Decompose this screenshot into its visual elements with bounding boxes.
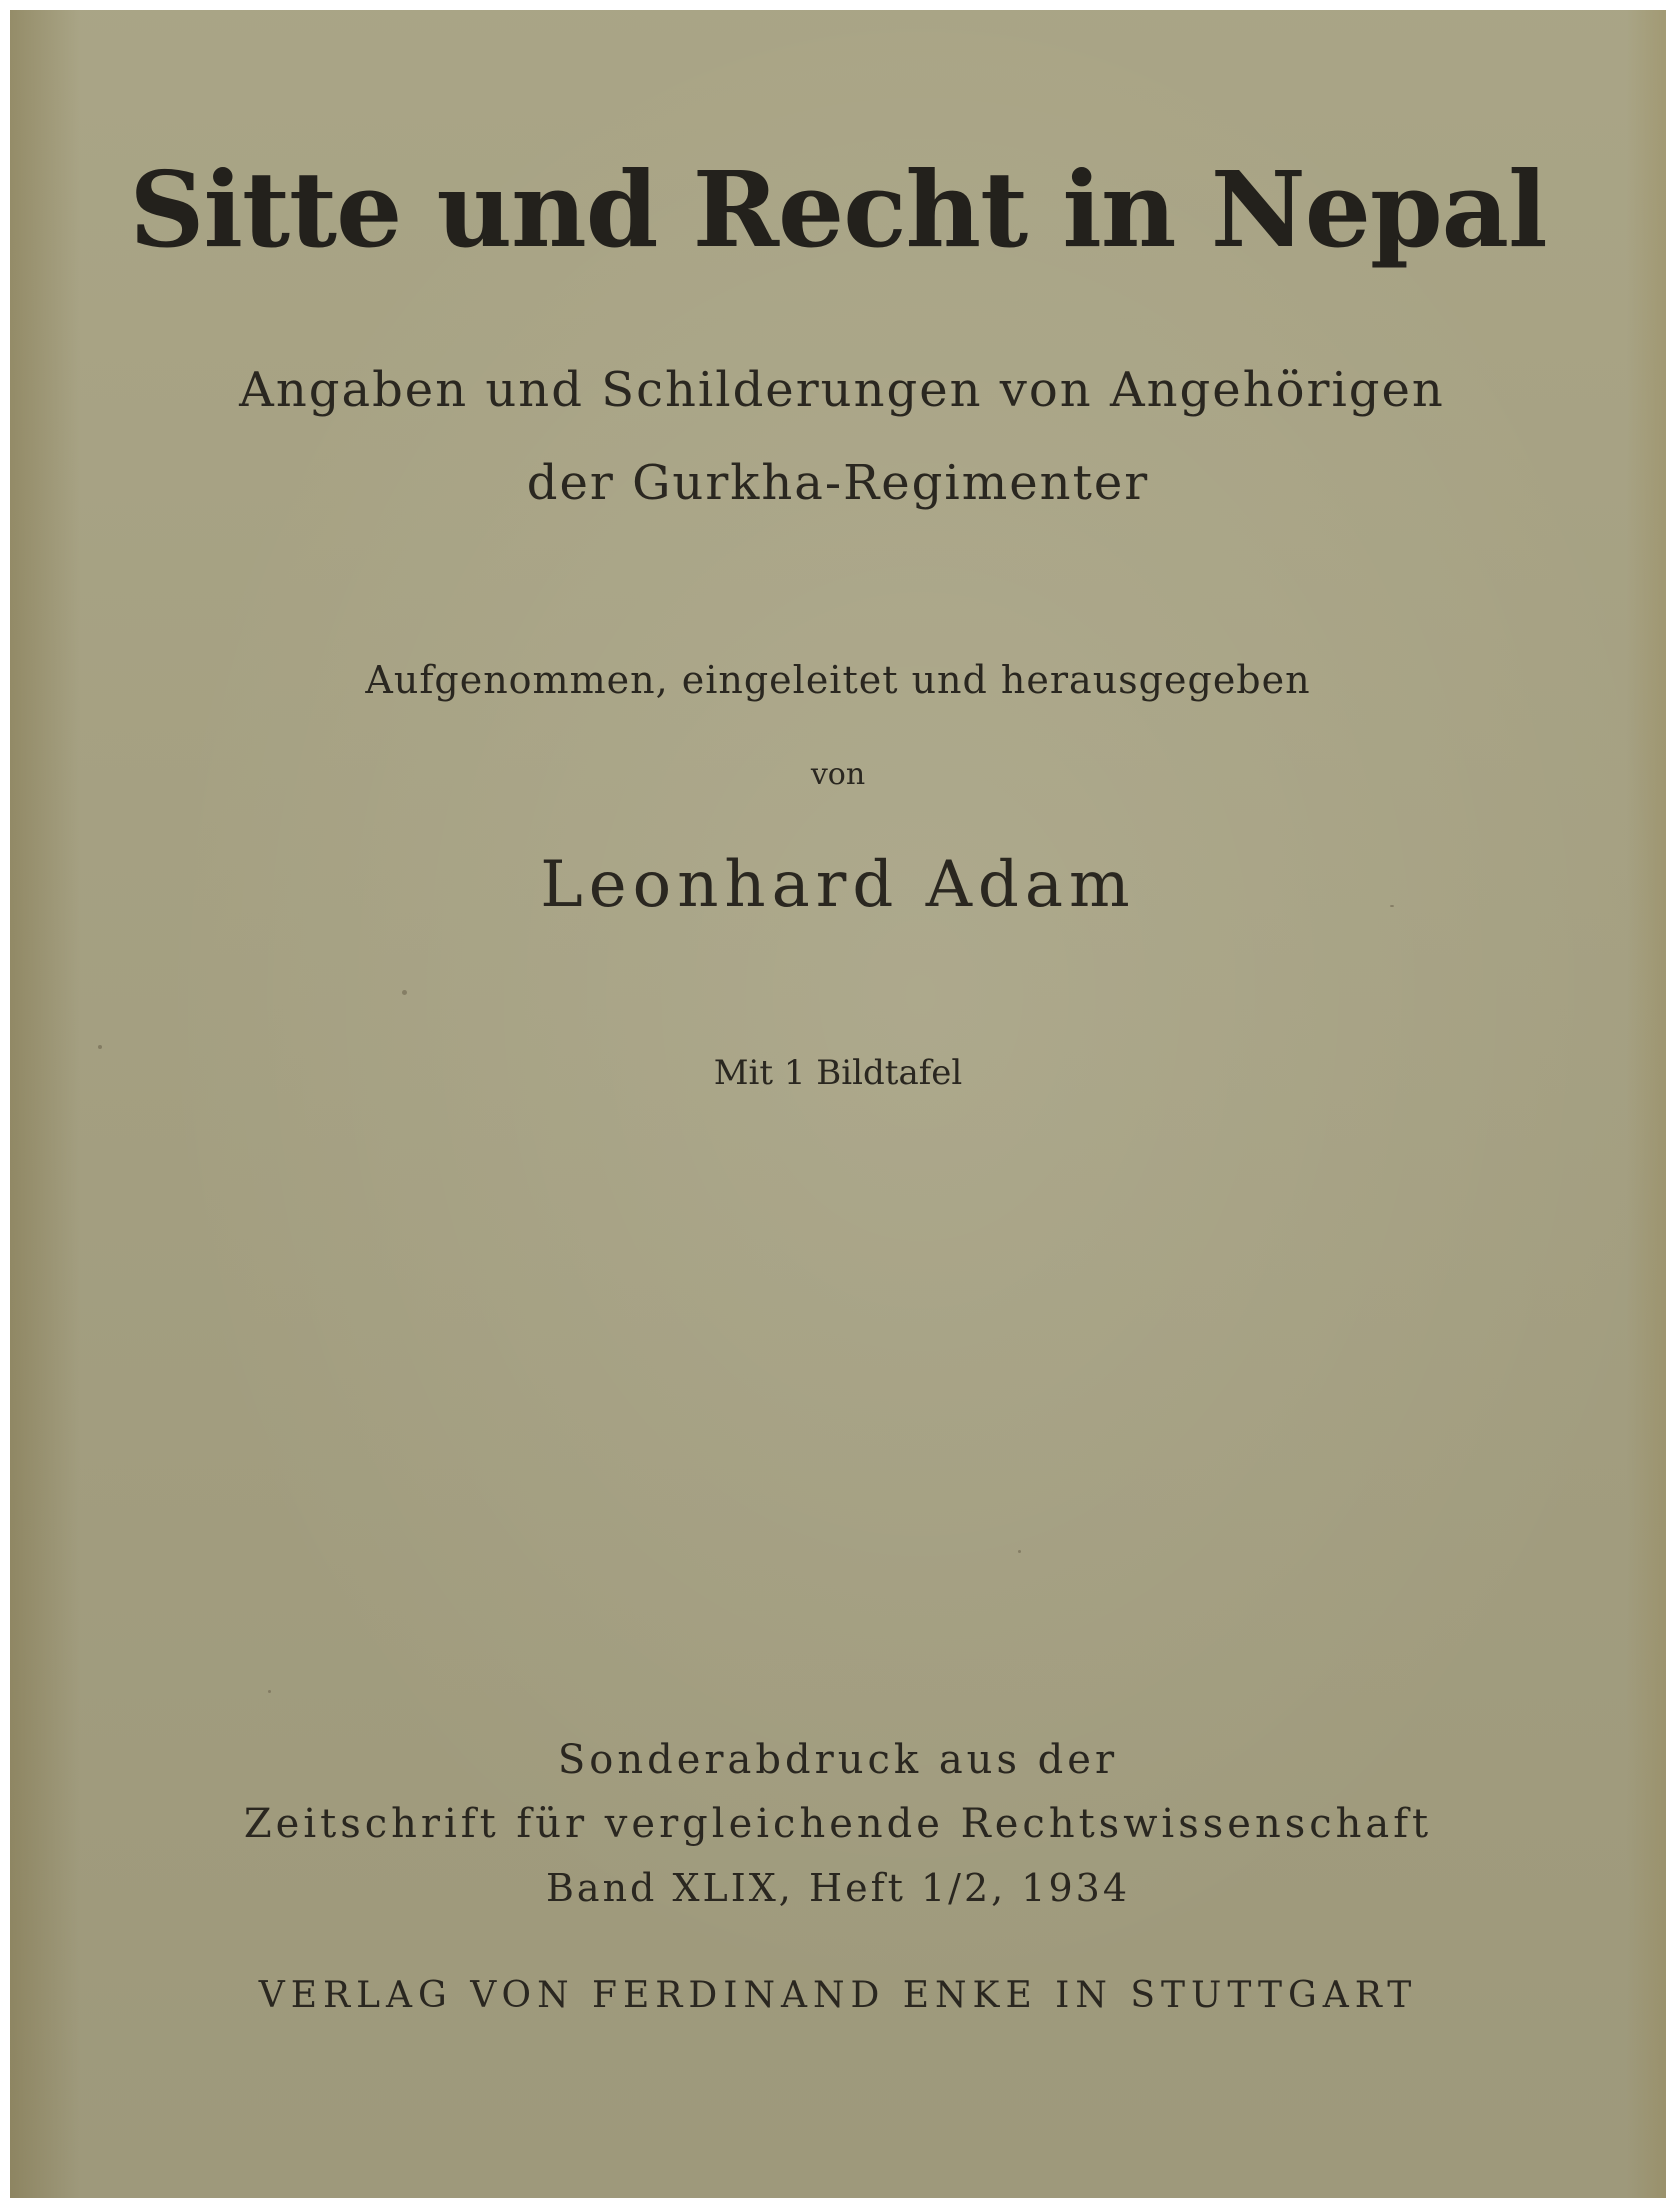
publisher-imprint: VERLAG VON FERDINAND ENKE IN STUTTGART [258, 1975, 1418, 2016]
book-title: Sitte und Recht in Nepal [129, 148, 1547, 271]
author-name: Leonhard Adam [540, 848, 1136, 922]
reprint-line-2: Zeitschrift für vergleichende Rechtswissenschaft [243, 1801, 1433, 1847]
reprint-line-1: Sonderabdruck aus der [557, 1737, 1119, 1783]
edited-by-line: Aufgenommen, eingeleitet und herausgegeben [365, 658, 1311, 702]
paper-speck [402, 990, 407, 995]
paper-speck [268, 1690, 271, 1693]
plates-note: Mit 1 Bildtafel [713, 1053, 963, 1093]
paper-speck [1390, 905, 1394, 907]
subtitle-line-2: der Gurkha-Regimenter [526, 455, 1150, 511]
subtitle-line-1: Angaben und Schilderungen von Angehörigen [239, 362, 1445, 418]
von-line: von [810, 757, 866, 792]
title-page [10, 10, 1666, 2198]
reprint-line-3: Band XLIX, Heft 1/2, 1934 [545, 1866, 1131, 1910]
paper-speck [98, 1045, 102, 1049]
paper-speck [1018, 1550, 1021, 1553]
